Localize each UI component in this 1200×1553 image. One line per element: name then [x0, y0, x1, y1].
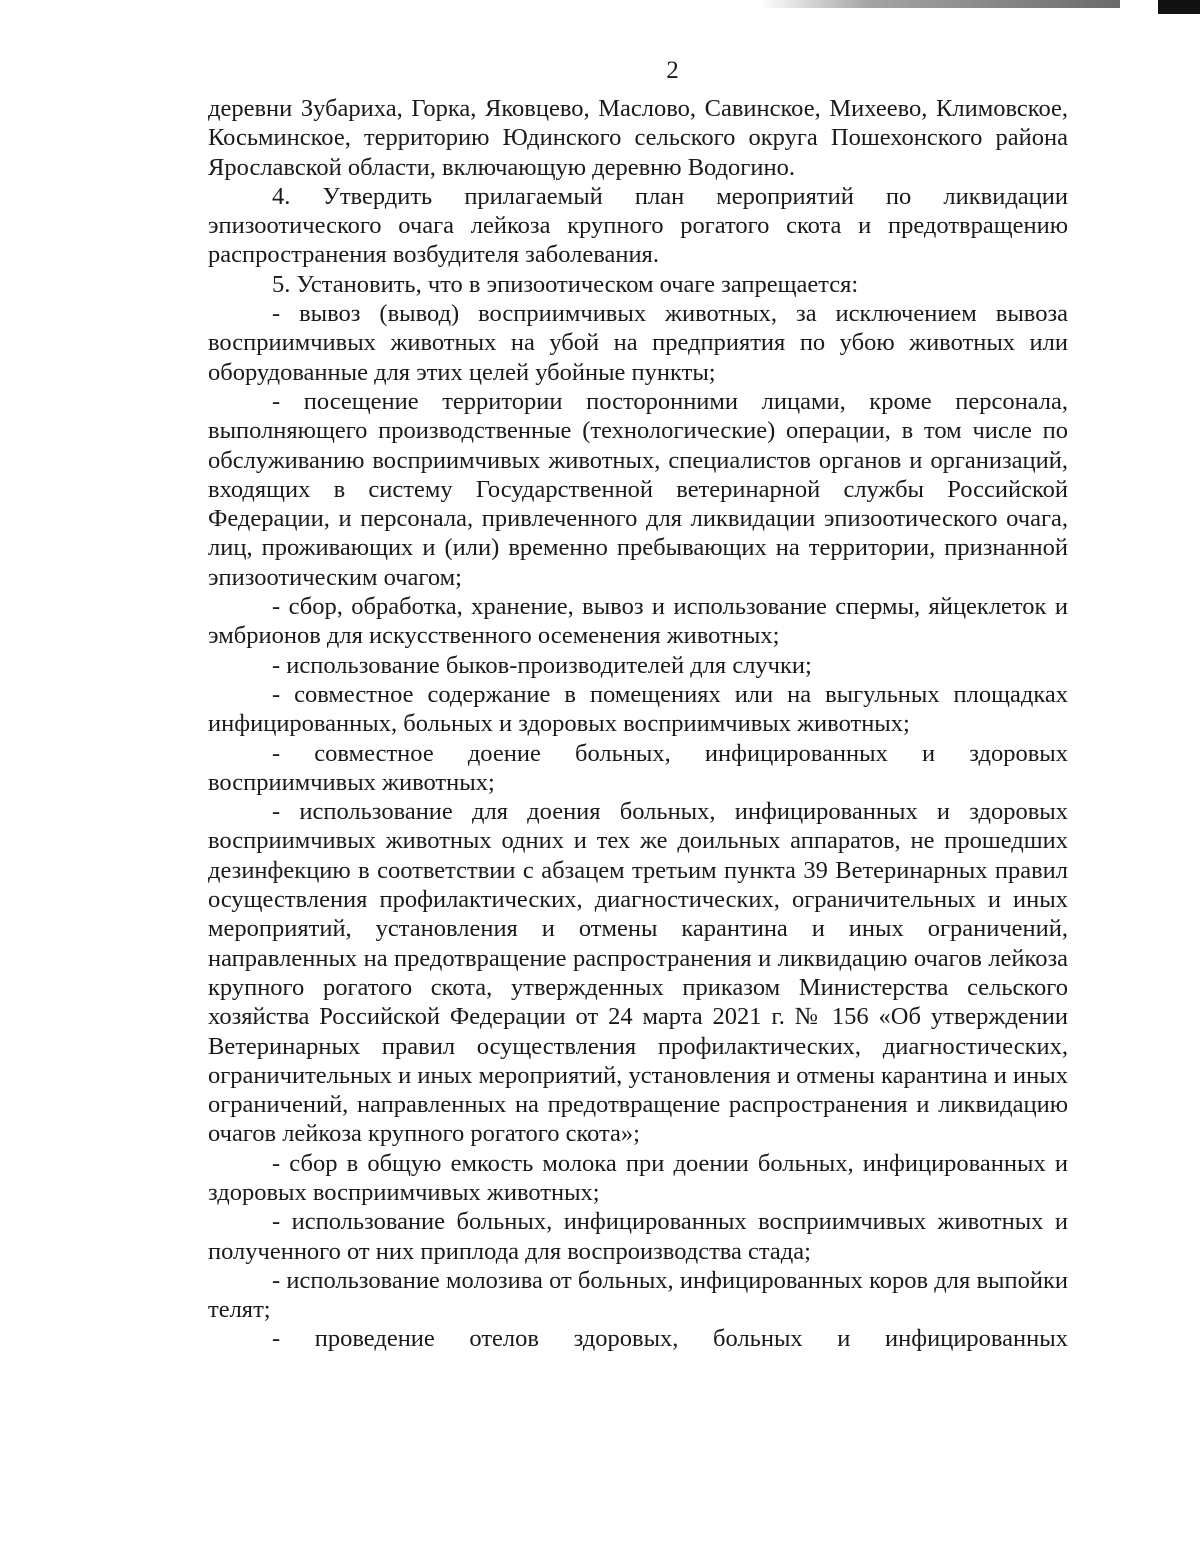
paragraph-prohibition-bulls: - использование быков-производителей для случки;	[272, 651, 812, 679]
paragraph-prohibition-milk-collection: - сбор в общую емкость молока при доении больных, инфицированных и здоровых восприимчивых животных;	[208, 1149, 1068, 1206]
paragraph-village-list: деревни Зубариха, Горка, Яковцево, Маслово, Савинское, Михеево, Климовское, Косьминское, территорию Юдинского сельского округа Пошехонского района Ярославской области, включающую деревню Водогино.	[208, 95, 1068, 181]
paragraph-prohibition-milking-devices: - использование для доения больных, инфицированных и здоровых восприимчивых животных одних и тех же доильных аппаратов, не прошедших дезинфекцию в соответствии с абзацем третьим пункта 39 Ветеринарных правил осуществления профилактических, диагностических, ограничительных и иных мероприятий, установления и отмены карантина и иных ограничений, направленных на предотвращение распространения и ликвидацию очагов лейкоза крупного рогатого скота, утвержденных приказом Министерства сельского хозяйства Российской Федерации от 24 марта 2021 г. № 156 «Об утверждении Ветеринарных правил осуществления профилактических, диагностических, ограничительных и иных мероприятий, установления и отмены карантина и иных ограничений, направленных на предотвращение распространения и ликвидацию очагов лейкоза крупного рогатого скота»;	[208, 798, 1068, 1148]
page-number: 2	[666, 57, 679, 84]
paragraph-prohibition-joint-keeping: - совместное содержание в помещениях или на выгульных площадках инфицированных, больных и здоровых восприимчивых животных;	[208, 680, 1068, 738]
paragraph-prohibition-breeding: - использование больных, инфицированных восприимчивых животных и полученного от них приплода для воспроизводства стада;	[208, 1208, 1068, 1265]
paragraph-prohibition-colostrum: - использование молозива от больных, инфицированных коров для выпойки телят;	[208, 1266, 1068, 1324]
scan-corner-mark	[1158, 0, 1200, 14]
scan-artifact-streak	[760, 0, 1120, 8]
paragraph-prohibition-joint-milking: - совместное доение больных, инфицированных и здоровых восприимчивых животных;	[208, 739, 1068, 796]
paragraph-item-5: 5. Установить, что в эпизоотическом очаге запрещается:	[272, 270, 859, 298]
paragraph-item-4: 4. Утвердить прилагаемый план мероприятий по ликвидации эпизоотического очага лейкоза крупного рогатого скота и предотвращению распространения возбудителя заболевания.	[208, 182, 1068, 269]
paragraph-prohibition-visits: - посещение территории посторонними лицами, кроме персонала, выполняющего производственные (технологические) операции, в том числе по обслуживанию восприимчивых животных, специалистов органов и организаций, входящих в систему Государственной ветеринарной службы Российской Федерации, и персонала, привлеченного для ликвидации эпизоотического очага, лиц, проживающих и (или) временно пребывающих на территории, признанной эпизоотическим очагом;	[208, 387, 1068, 591]
paragraph-prohibition-sperm: - сбор, обработка, хранение, вывоз и использование спермы, яйцеклеток и эмбрионов для искусственного осеменения животных;	[208, 593, 1068, 650]
paragraph-prohibition-export: - вывоз (вывод) восприимчивых животных, за исключением вывоза восприимчивых животных на убой на предприятия по убою животных или оборудованные для этих целей убойные пункты;	[208, 300, 1068, 386]
document-body	[208, 94, 1068, 1354]
paragraph-prohibition-calving: - проведение отелов здоровых, больных и инфицированных	[272, 1325, 1068, 1353]
